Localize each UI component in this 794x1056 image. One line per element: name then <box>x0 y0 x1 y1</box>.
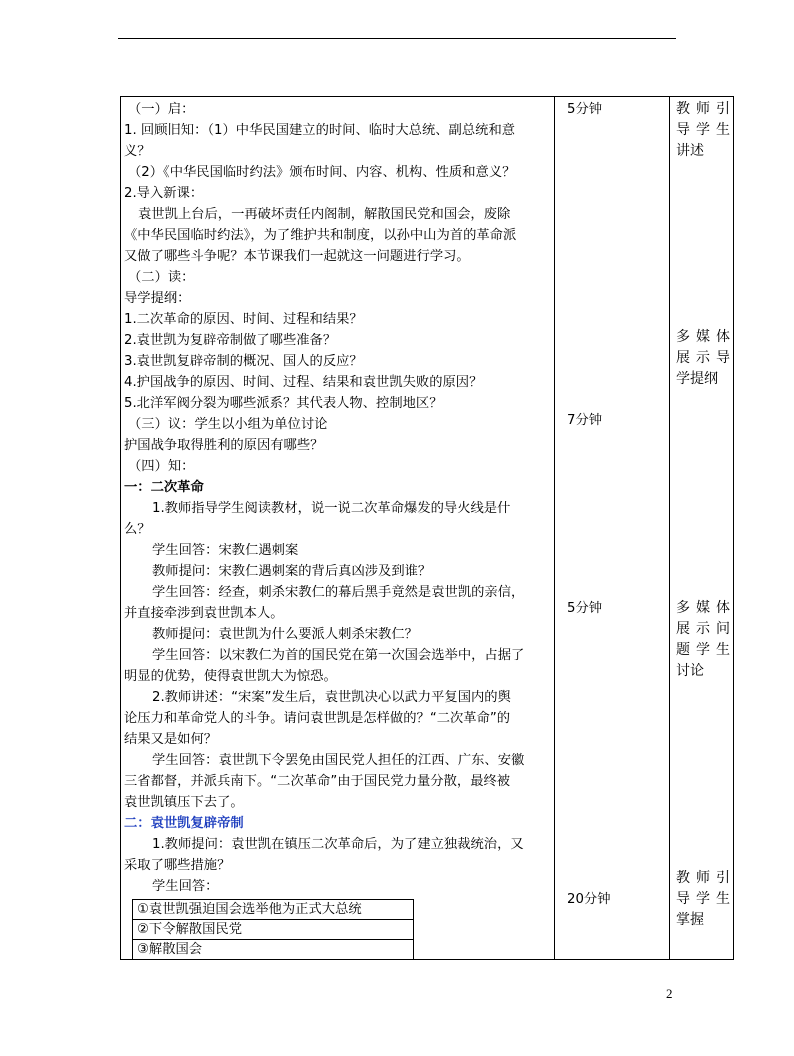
method-line: 展 示 问 <box>676 621 730 637</box>
text-line: 论压力和革命党人的斗争。请问袁世凯是怎样做的？“二次革命”的 <box>124 711 511 726</box>
text-line: 学生回答： <box>152 879 219 894</box>
text-line: 明显的优势，使得袁世凯大为惊恐。 <box>124 669 337 684</box>
section-heading: 二：袁世凯复辟帝制 <box>124 816 244 831</box>
method-line: 教 师 引 <box>676 101 730 117</box>
text-line: 三省都督，并派兵南下。“二次革命”由于国民党力量分散，最终被 <box>124 774 511 789</box>
lesson-content <box>124 99 550 960</box>
text-line: 学生回答：经查，刺杀宋教仁的幕后黑手竟然是袁世凯的亲信， <box>152 585 525 600</box>
text-line: 护国战争取得胜利的原因有哪些？ <box>124 438 324 453</box>
method-line: 多 媒 体 <box>676 329 730 345</box>
text-line: 学生回答：以宋教仁为首的国民党在第一次国会选举中，占据了 <box>152 648 525 663</box>
method-cell-1 <box>676 99 730 162</box>
text-line: 么？ <box>124 522 151 537</box>
answer-table <box>132 899 414 960</box>
text-line: 1.教师指导学生阅读教材，说一说二次革命爆发的导火线是什 <box>152 501 511 516</box>
column-divider-method <box>669 96 670 960</box>
text-line: 袁世凯上台后，一再破坏责任内阁制，解散国民党和国会，废除 <box>138 207 511 222</box>
text-line: （四）知： <box>128 459 195 474</box>
answer-cell: ①袁世凯强迫国会选举他为正式大总统 <box>133 900 414 920</box>
text-line: 并直接牵涉到袁世凯本人。 <box>124 606 284 621</box>
method-line: 多 媒 体 <box>676 600 730 616</box>
time-cell-2: 7分钟 <box>567 413 603 428</box>
method-line: 掌握 <box>676 912 704 928</box>
text-line: （一）启： <box>128 102 195 117</box>
text-line: 2.教师讲述：“宋案”发生后，袁世凯决心以武力平复国内的舆 <box>152 690 511 705</box>
method-line: 展 示 导 <box>676 350 730 366</box>
text-line: 袁世凯镇压下去了。 <box>124 795 244 810</box>
answer-cell: ③解散国会 <box>133 940 414 960</box>
text-line: 3.袁世凯复辟帝制的概况、国人的反应？ <box>124 354 363 369</box>
text-line: 教师提问：袁世凯为什么要派人刺杀宋教仁？ <box>152 627 418 642</box>
method-line: 学提纲 <box>676 371 718 387</box>
text-line: 《中华民国临时约法》，为了维护共和制度，以孙中山为首的革命派 <box>124 228 517 243</box>
text-line: 1. 回顾旧知：（1）中华民国建立的时间、临时大总统、副总统和意 <box>124 123 516 138</box>
text-line: 2.袁世凯为复辟帝制做了哪些准备？ <box>124 333 337 348</box>
text-line: 学生回答：袁世凯下令罢免由国民党人担任的江西、广东、安徽 <box>152 753 525 768</box>
text-line: 学生回答：宋教仁遇刺案 <box>152 543 299 558</box>
text-line: 义？ <box>124 144 151 159</box>
text-line: 采取了哪些措施？ <box>124 858 231 873</box>
section-heading: 一：二次革命 <box>124 480 204 495</box>
text-line: （2）《中华民国临时约法》颁布时间、内容、机构、性质和意义？ <box>128 165 516 180</box>
column-divider-time <box>554 96 555 960</box>
method-cell-3 <box>676 598 730 682</box>
method-line: 讲述 <box>676 143 704 159</box>
text-line: 教师提问：宋教仁遇刺案的背后真凶涉及到谁？ <box>152 564 432 579</box>
text-line: （二）读： <box>128 270 195 285</box>
method-cell-4 <box>676 868 730 931</box>
method-line: 导 学 生 <box>676 891 730 907</box>
page-number: 2 <box>666 986 673 1001</box>
method-line: 教 师 引 <box>676 870 730 886</box>
time-cell-4: 20分钟 <box>567 892 611 907</box>
text-line: （三）议：学生以小组为单位讨论 <box>128 417 328 432</box>
method-line: 导 学 生 <box>676 122 730 138</box>
method-cell-2 <box>676 327 730 390</box>
text-line: 又做了哪些斗争呢？本节课我们一起就这一问题进行学习。 <box>124 249 470 264</box>
text-line: 1.二次革命的原因、时间、过程和结果？ <box>124 312 363 327</box>
time-cell-1: 5分钟 <box>567 102 603 117</box>
text-line: 2.导入新课： <box>124 186 204 201</box>
time-cell-3: 5分钟 <box>567 601 603 616</box>
text-line: 结果又是如何？ <box>124 732 218 747</box>
text-line: 4.护国战争的原因、时间、过程、结果和袁世凯失败的原因？ <box>124 375 483 390</box>
method-line: 题 学 生 <box>676 642 730 658</box>
method-line: 讨论 <box>676 663 704 679</box>
text-line: 1.教师提问：袁世凯在镇压二次革命后，为了建立独裁统治，又 <box>152 837 524 852</box>
header-rule <box>118 38 676 39</box>
text-line: 导学提纲： <box>124 291 191 306</box>
answer-cell: ②下令解散国民党 <box>133 920 414 940</box>
text-line: 5.北洋军阀分裂为哪些派系？其代表人物、控制地区？ <box>124 396 443 411</box>
